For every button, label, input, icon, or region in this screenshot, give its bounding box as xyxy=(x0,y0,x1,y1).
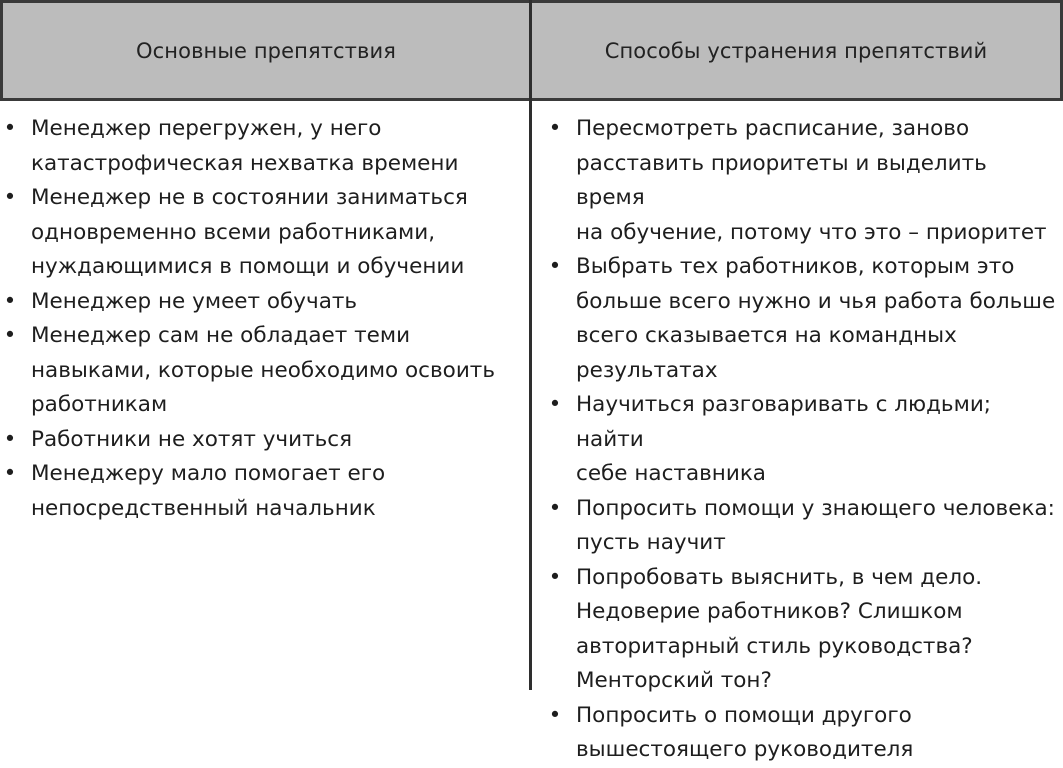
obstacle-item xyxy=(0,112,520,181)
list-item-line: Попросить о помощи другого xyxy=(576,702,912,728)
bullet-icon: • xyxy=(3,426,17,452)
obstacle-item xyxy=(0,285,520,320)
header-obstacles: Основные препятствия xyxy=(0,3,529,98)
obstacle-item xyxy=(0,457,520,526)
list-item-line: авторитарный стиль руководства? xyxy=(576,633,973,659)
solution-item xyxy=(545,112,1060,250)
list-item-line: расставить приоритеты и выделить время xyxy=(576,150,987,210)
list-item-line: одновременно всеми работниками, xyxy=(31,219,436,245)
list-item-line: пусть научит xyxy=(576,530,726,555)
list-item-line: Попросить помощи у знающего человека: xyxy=(576,495,1055,521)
solution-item xyxy=(545,561,1060,699)
list-item-line: на обучение, потому что это – приоритет xyxy=(576,219,1047,245)
list-item-line: Научиться разговаривать с людьми; найти xyxy=(576,392,992,452)
list-item-line: всего сказывается на командных xyxy=(576,323,957,348)
obstacles-column xyxy=(0,112,520,526)
bullet-icon: • xyxy=(548,564,562,590)
bullet-icon: • xyxy=(3,116,17,141)
solution-item xyxy=(545,250,1060,388)
list-item-line: непосредственный начальник xyxy=(31,495,376,521)
bullet-icon: • xyxy=(548,702,562,728)
list-item-line: Менторский тон? xyxy=(576,668,772,693)
bullet-icon: • xyxy=(548,116,562,141)
list-item-line: себе наставника xyxy=(576,461,766,486)
solutions-column xyxy=(545,112,1060,768)
list-item-line: Менеджер не умеет обучать xyxy=(31,288,358,314)
column-divider xyxy=(529,0,532,690)
list-item-line: Менеджеру мало помогает его xyxy=(31,461,386,486)
list-item-line: Менеджер перегружен, у него xyxy=(31,116,382,141)
list-item-line: Выбрать тех работников, которым это xyxy=(576,254,1015,279)
bullet-icon: • xyxy=(3,461,17,486)
obstacles-list xyxy=(0,112,520,526)
list-item-line: результатах xyxy=(576,357,718,383)
list-item-line: Работники не хотят учиться xyxy=(31,426,353,452)
list-item-line: навыками, которые необходимо освоить xyxy=(31,357,495,383)
list-item-line: работникам xyxy=(31,392,168,417)
bullet-icon: • xyxy=(3,323,17,348)
obstacle-item xyxy=(0,319,520,423)
list-item-line: вышестоящего руководителя xyxy=(576,737,914,762)
bullet-icon: • xyxy=(3,288,17,314)
list-item-line: Пересмотреть расписание, заново xyxy=(576,116,970,141)
list-item-line: больше всего нужно и чья работа больше xyxy=(576,288,1056,314)
header-solutions: Способы устранения препятствий xyxy=(532,3,1063,98)
bullet-icon: • xyxy=(548,495,562,521)
solutions-list xyxy=(545,112,1060,768)
list-item-line: Недоверие работников? Слишком xyxy=(576,599,963,624)
solution-item xyxy=(545,699,1060,768)
list-item-line: Менеджер сам не обладает теми xyxy=(31,323,411,348)
bullet-icon: • xyxy=(548,392,562,417)
list-item-line: нуждающимися в помощи и обучении xyxy=(31,254,465,279)
list-item-line: катастрофическая нехватка времени xyxy=(31,150,459,176)
obstacle-item xyxy=(0,423,520,458)
solution-item xyxy=(545,492,1060,561)
bullet-icon: • xyxy=(548,254,562,279)
bullet-icon: • xyxy=(3,185,17,210)
list-item-line: Менеджер не в состоянии заниматься xyxy=(31,185,468,210)
list-item-line: Попробовать выяснить, в чем дело. xyxy=(576,564,983,590)
solution-item xyxy=(545,388,1060,492)
obstacle-item xyxy=(0,181,520,285)
